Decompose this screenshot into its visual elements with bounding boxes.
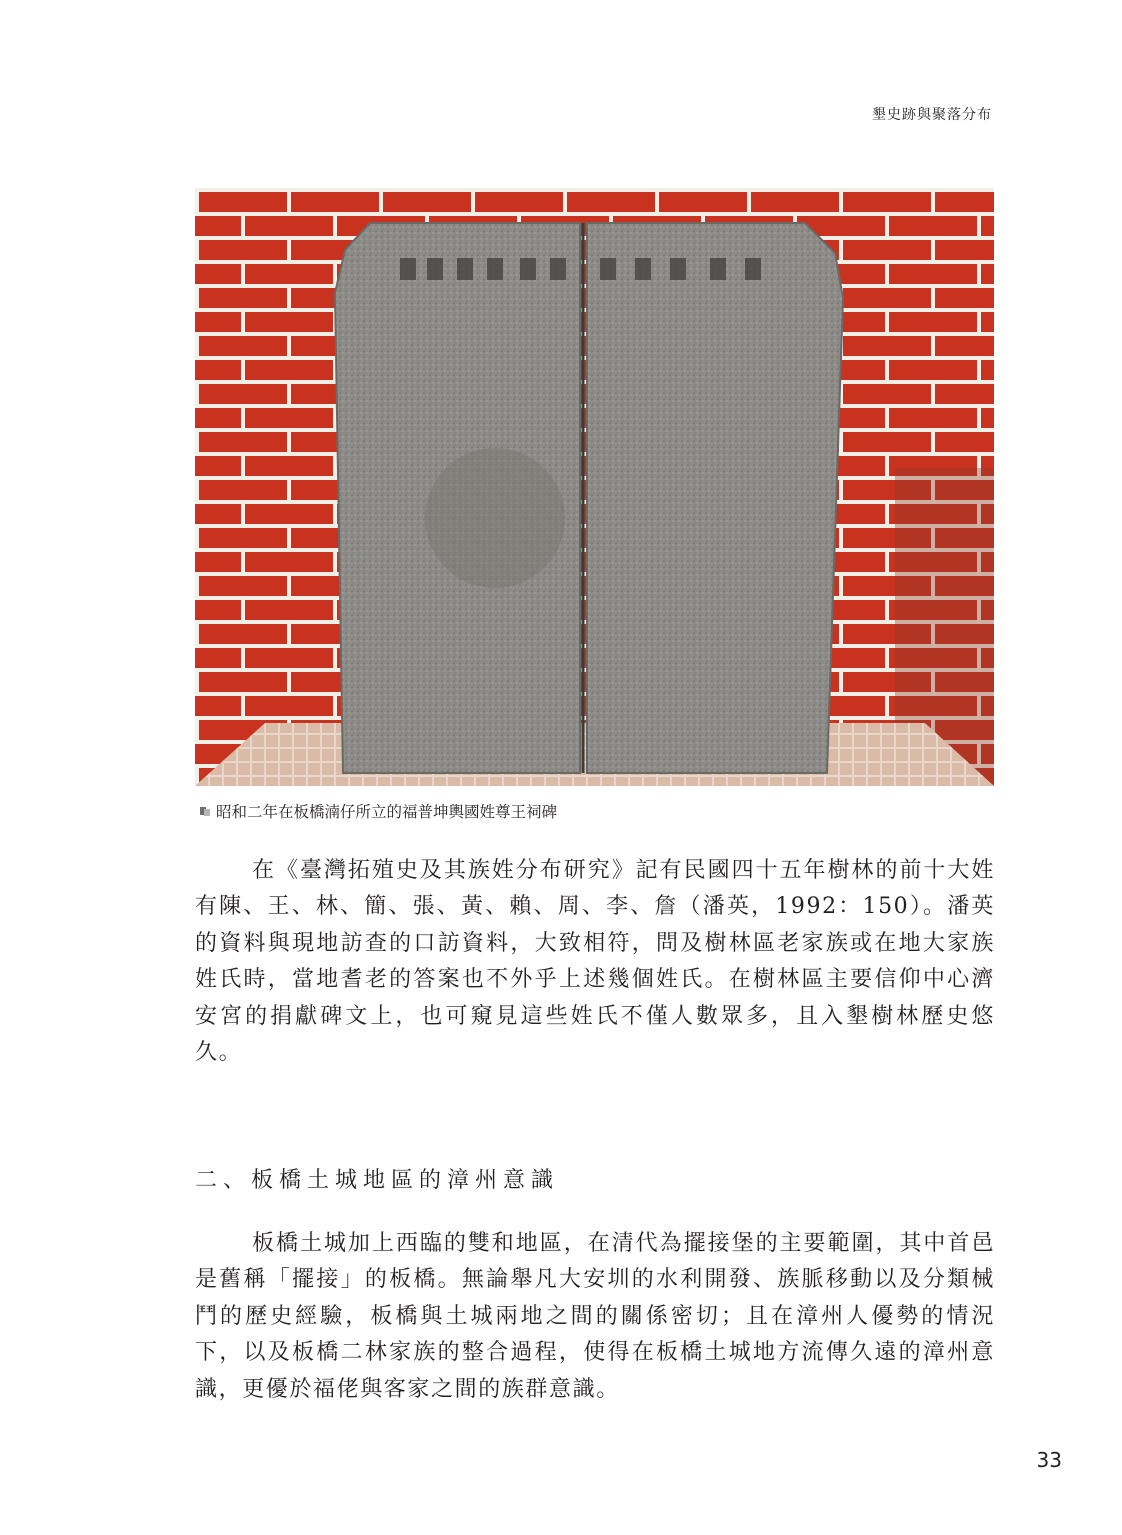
stele-photo bbox=[195, 188, 994, 786]
caption-text: 昭和二年在板橋湳仔所立的福普坤輿國姓尊王祠碑 bbox=[216, 803, 558, 821]
body-paragraph-2: 板橋土城加上西臨的雙和地區，在清代為擺接堡的主要範圍，其中首邑是舊稱「擺接」的板橋。無論舉凡大安圳的水利開發、族脈移動以及分類械鬥的歷史經驗，板橋與土城兩地之間的關係密切；且在漳州人優勢的情況下，以及板橋二林家族的整合過程，使得在板橋土城地方流傳久遠的漳州意識，更優於福佬與客家之間的族群意識。 bbox=[195, 1231, 995, 1402]
body-paragraph-1: 在《臺灣拓殖史及其族姓分布研究》記有民國四十五年樹林的前十大姓有陳、王、林、簡、張、黃、賴、周、李、詹（潘英，1992：150）。潘英的資料與現地訪查的口訪資料，大致相符，問及樹林區老家族或在地大家族姓氏時，當地耆老的答案也不外乎上述幾個姓氏。在樹林區主要信仰中心濟安宮的捐獻碑文上，也可窺見這些姓氏不僅人數眾多，且入墾樹林歷史悠久。 bbox=[195, 858, 995, 1066]
page-number: 33 bbox=[1036, 1448, 1062, 1472]
section-heading: 二、板橋土城地區的漳州意識 bbox=[195, 1168, 560, 1193]
running-header: 墾史跡與聚落分布 bbox=[872, 107, 992, 123]
figure-caption bbox=[200, 800, 557, 822]
caption-bullet-icon bbox=[200, 806, 210, 816]
